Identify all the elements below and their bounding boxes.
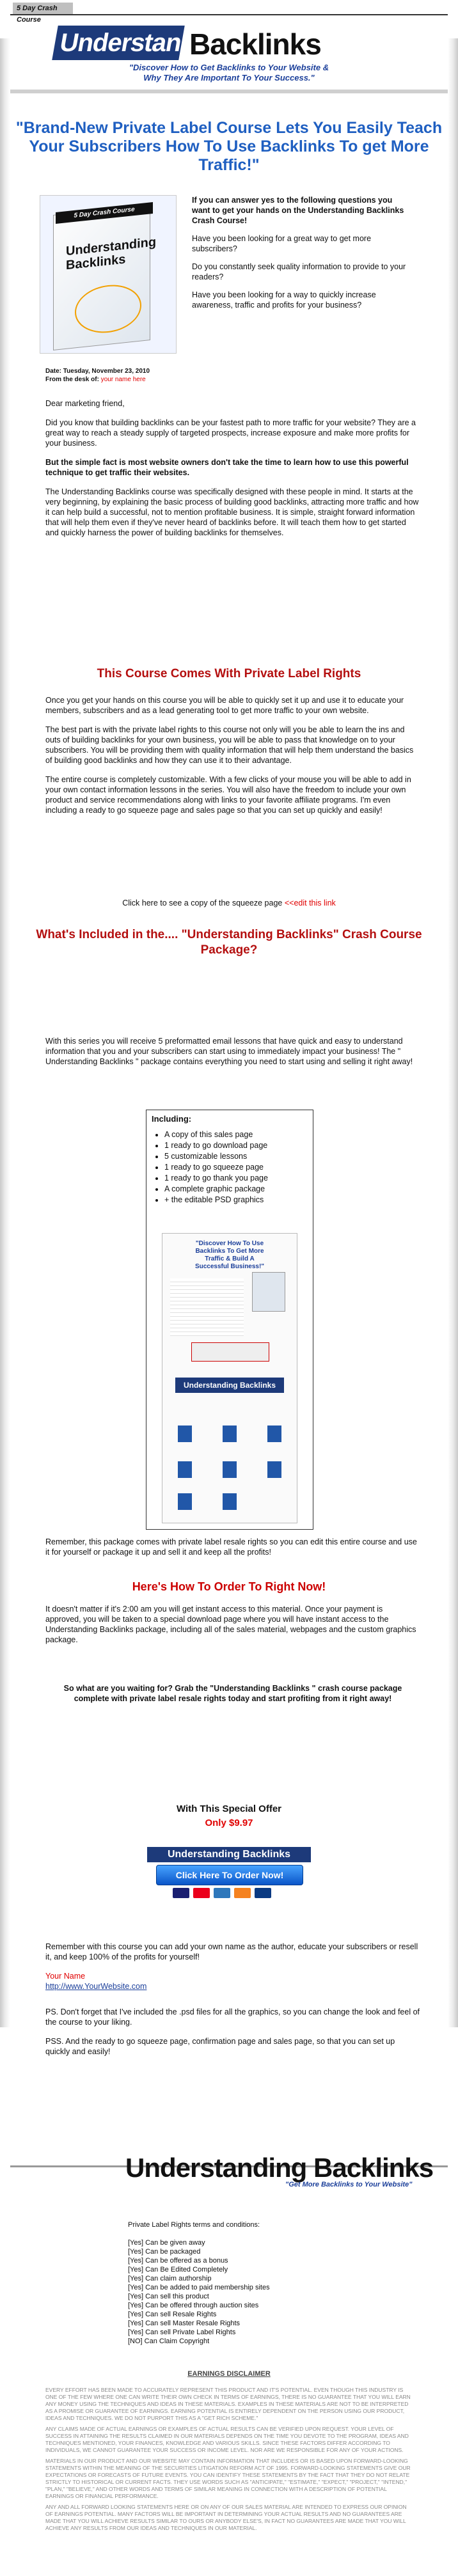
rights-block — [128, 2220, 333, 2346]
payment-cards — [173, 1888, 285, 1898]
rights-item: [NO] Can Claim Copyright — [128, 2337, 210, 2345]
intro-question: Have you been looking for a great way to get more subscribers? — [192, 234, 372, 253]
plr-copy — [45, 695, 420, 824]
file-icon — [223, 1425, 237, 1442]
paragraph: The Understanding Backlinks course was specifically designed with these people in mind. It starts at the very beginning, by explaining the basic process of building good backlinks, attracting more traffic and how it can help build a successful, not to mention profitable business. It is simple, straight forward information that will help them even if they've never heard of backlinks before. It will teach them how to get started and quickly harness the power of building backlinks for themselves. — [45, 487, 419, 537]
intro-copy — [45, 398, 420, 547]
disclaimer-paragraph: ANY AND ALL FORWARD LOOKING STATEMENTS HERE OR ON ANY OF OUR SALES MATERIAL ARE INTENDED TO EXPRESS OUR OPINION OF EARNINGS POTENTIAL. MANY FACTORS WILL BE IMPORTANT IN DETERMINING YOUR ACTUAL RESULTS AND NO GUARANTEES ARE MADE THAT YOU WILL ACHIEVE RESULTS SIMILAR TO OURS OR ANYBODY ELSE'S, IN FACT NO GUARANTEES ARE MADE THAT YOU WILL ACHIEVE ANY RESULTS FROM OUR IDEAS AND TECHNIQUES IN OUR MATERIAL. — [45, 2504, 407, 2531]
paragraph: With this series you will receive 5 preformatted email lessons that have quick and easy to understand information that you and your subscribers can start using to immediately impact your business! The " Understanding Backlinks " package contains everything you need to start using and selling it right away! — [45, 1037, 413, 1066]
preview-thumbnails — [169, 1419, 290, 1515]
paragraph: Once you get your hands on this course you will be able to quickly set it up and use it to educate your members, subscribers and as a lead generating tool to get more traffic to your own website. — [45, 696, 404, 715]
package-preview — [162, 1233, 297, 1523]
headline: "Brand-New Private Label Course Lets You Easily Teach Your Subscribers How To Use Backlinks To get More Traffic!" — [15, 119, 443, 174]
mastercard-icon — [193, 1888, 210, 1898]
rights-item: [Yes] Can sell Private Label Rights — [128, 2329, 236, 2336]
tagline-line-1: "Discover How to Get Backlinks to Your Website & — [129, 63, 329, 72]
signature-name: Your Name — [45, 1972, 86, 1981]
squeeze-text: Click here to see a copy of the squeeze page — [122, 899, 283, 907]
file-icon — [223, 1493, 237, 1510]
rights-item: [Yes] Can sell this product — [128, 2293, 209, 2300]
included-box — [146, 1110, 313, 1530]
included-item: • A copy of this sales page — [164, 1129, 268, 1140]
disclaimer-title: EARNINGS DISCLAIMER — [187, 2370, 271, 2378]
footer-logo-text: Understanding Backlinks — [125, 2153, 434, 2183]
cta-copy — [45, 1683, 420, 1713]
from-label: From the desk of: — [45, 376, 99, 383]
disclaimer-paragraph: MATERIALS IN OUR PRODUCT AND OUR WEBSITE MAY CONTAIN INFORMATION THAT INCLUDES OR IS BASED UPON FORWARD-LOOKING STATEMENTS WITHIN THE MEANING OF THE SECURITIES LITIGATION REFORM ACT OF 1995. FORWARD-LOOKING STATEMENTS GIVE OUR EXPECTATIONS OR FORECASTS OF FUTURE EVENTS. YOU CAN IDENTIFY THESE STATEMENTS BY THE FACT THAT THEY DO NOT RELATE STRICTLY TO HISTORICAL OR CURRENT FACTS. THEY USE WORDS SUCH AS "ANTICIPATE," "ESTIMATE," "EXPECT," "PROJECT," "INTEND," "PLAN," "BELIEVE," AND OTHER WORDS AND TERMS OF SIMILAR MEANING IN CONNECTION WITH A DESCRIPTION OF POTENTIAL EARNINGS OR FINANCIAL PERFORMANCE. — [45, 2458, 411, 2499]
paragraph: The entire course is completely customizable. With a few clicks of your mouse you will be able to add in your own contact information lessons in the series. You will also have the freedom to include your own product and service recommendations along with links to your favorite affiliate programs. I'm even including a ready to go squeeze page and sales page so that you can set up quickly and easily! — [45, 775, 411, 815]
order-heading: Here's How To Order To Right Now! — [132, 1580, 326, 1593]
preview-logo: Understanding Backlinks — [175, 1378, 284, 1393]
date-line: Date: Tuesday, November 23, 2010 — [45, 368, 150, 375]
signature-url[interactable]: http://www.YourWebsite.com — [45, 1982, 147, 1991]
squeeze-link[interactable]: <<edit this link — [284, 899, 336, 907]
rights-title: Private Label Rights terms and conditions: — [128, 2221, 260, 2229]
squeeze-line — [10, 899, 448, 907]
included-list — [152, 1129, 268, 1206]
rights-item: [Yes] Can claim authorship — [128, 2275, 212, 2282]
included-label: Including: — [152, 1114, 192, 1124]
disclaimer-paragraph: EVERY EFFORT HAS BEEN MADE TO ACCURATELY REPRESENT THIS PRODUCT AND IT'S POTENTIAL. EVEN THOUGH THIS INDUSTRY IS ONE OF THE FEW WHERE ONE CAN WRITE THEIR OWN CHECK IN TERMS OF EARNINGS, THERE IS NO GUARANTEE THAT YOU WILL EARN ANY MONEY USING THE TECHNIQUES AND IDEAS IN THESE MATERIALS. EXAMPLES IN THESE MATERIALS ARE NOT TO BE INTERPRETED AS A PROMISE OR GUARANTEE OF EARNINGS. EARNING POTENTIAL IS ENTIRELY DEPENDENT ON THE PERSON USING OUR PRODUCT, IDEAS AND TECHNIQUES. WE DO NOT PURPORT THIS AS A "GET RICH SCHEME." — [45, 2387, 411, 2421]
product-image — [40, 195, 177, 354]
rights-item: [Yes] Can be offered through auction sites — [128, 2302, 259, 2309]
ps: PS. Don't forget that I've included the .psd files for all the graphics, so you can change the look and feel of the course to your liking. — [45, 2007, 420, 2027]
file-icon — [178, 1461, 192, 1478]
preview-heading: "Discover How To Use Backlinks To Get More Traffic & Build A Successful Business!" — [194, 1240, 265, 1270]
preview-optin-box — [191, 1342, 269, 1362]
preview-text-lines — [170, 1278, 244, 1336]
paragraph: Did you know that building backlinks can be your fastest path to more traffic for your website? They are a great way to reach a steady supply of targeted prospects, increase exposure and make more profits for your business. — [45, 418, 416, 448]
rights-item: [Yes] Can be offered as a bonus — [128, 2257, 228, 2265]
file-icon — [267, 1425, 281, 1442]
logo-left: Understanding — [52, 26, 185, 60]
included-item: • + the editable PSD graphics — [164, 1195, 268, 1206]
paragraph: Remember, this package comes with private label resale rights so you can edit this entire course and use it for yourself or package it up and sell it and keep all the profits! — [45, 1537, 417, 1557]
paragraph-bold: But the simple fact is most website owners don't take the time to learn how to use this powerful technique to get traffic their websites. — [45, 458, 409, 477]
book-title: Understanding Backlinks — [66, 235, 157, 273]
order-button[interactable]: Click Here To Order Now! — [156, 1865, 303, 1885]
included-item: • 1 ready to go thank you page — [164, 1173, 268, 1184]
footer-logo — [10, 2146, 448, 2191]
paragraph: Remember with this course you can add your own name as the author, educate your subscribers or resell it, and keep 100% of the profits for yourself! — [45, 1942, 418, 1961]
paragraph: It doesn't matter if it's 2:00 am you will get instant access to this material. Once your payment is approved, you will be taken to a special download page where you will have instant access to the Understanding Backlinks package, including all of the sales material, webpages and the custom graphics package. — [45, 1605, 416, 1644]
included-item: • 5 customizable lessons — [164, 1151, 268, 1162]
file-icon — [178, 1425, 192, 1442]
file-icon — [267, 1461, 281, 1478]
price: Only $9.97 — [205, 1818, 253, 1828]
pss: PSS. And the ready to go squeeze page, confirmation page and sales page, so that you can set up quickly and easily! — [45, 2037, 395, 2056]
paragraph: The best part is with the private label rights to this course not only will you be able to learn the ins and outs of building backlinks for your own business, you will be able to pass that knowledge on to your subscribers. You will be providing them with quality information that will help them understand the basics of building good backlinks and how they can use it to their advantage. — [45, 725, 414, 765]
author-name: your name here — [100, 376, 146, 383]
disclaimer-text — [45, 2387, 413, 2536]
rights-item: [Yes] Can sell Master Resale Rights — [128, 2320, 241, 2327]
footer-tagline: "Get More Backlinks to Your Website" — [285, 2181, 413, 2188]
intro-questions — [192, 195, 412, 318]
file-icon — [178, 1493, 192, 1510]
book-ribbon: 5 Day Crash Course — [56, 202, 153, 224]
order-widget — [147, 1847, 311, 1905]
included-item: • 1 ready to go squeeze page — [164, 1162, 268, 1173]
plr-heading: This Course Comes With Private Label Rights — [97, 667, 361, 680]
included-copy — [45, 1036, 420, 1076]
intro-question: Do you constantly seek quality information to provide to your readers? — [192, 262, 406, 281]
order-logo: Understanding Backlinks — [147, 1847, 311, 1862]
rights-item: [Yes] Can be added to paid membership sites — [128, 2284, 270, 2291]
disclaimer-paragraph: ANY CLAIMS MADE OF ACTUAL EARNINGS OR EXAMPLES OF ACTUAL RESULTS CAN BE VERIFIED UPON REQUEST. YOUR LEVEL OF SUCCESS IN ATTAINING THE RESULTS CLAIMED IN OUR MATERIALS DEPENDS ON THE TIME YOU DEVOTE TO THE PROGRAM, IDEAS AND TECHNIQUES MENTIONED, YOUR FINANCES, KNOWLEDGE AND VARIOUS SKILLS. SINCE THESE FACTORS DIFFER ACCORDING TO INDIVIDUALS, WE CANNOT GUARANTEE YOUR SUCCESS OR INCOME LEVEL. NOR ARE WE RESPONSIBLE FOR ANY OF YOUR ACTIONS. — [45, 2426, 409, 2453]
date-block — [45, 367, 150, 384]
paragraph: So what are you waiting for? Grab the "Understanding Backlinks " crash course package complete with private label resale rights today and start profiting from it right away! — [63, 1684, 402, 1703]
rights-item: [Yes] Can Be Edited Completely — [128, 2266, 228, 2274]
included-item: • 1 ready to go download page — [164, 1140, 268, 1151]
intro-lead: If you can answer yes to the following questions you want to get your hands on the Understanding Backlinks Crash Course! — [192, 196, 404, 225]
visa-icon — [173, 1888, 189, 1898]
intro-question: Have you been looking for a way to quickly increase awareness, traffic and profits for your business? — [192, 290, 376, 310]
greeting: Dear marketing friend, — [45, 399, 125, 408]
tagline-line-2: Why They Are Important To Your Success." — [143, 73, 315, 82]
rights-item: [Yes] Can be given away — [128, 2239, 205, 2247]
amex-icon — [214, 1888, 230, 1898]
rights-item: [Yes] Can be packaged — [128, 2248, 201, 2256]
file-icon — [223, 1461, 237, 1478]
course-tag: 5 Day Crash Course — [13, 3, 73, 14]
paypal-icon — [255, 1888, 271, 1898]
resale-copy — [45, 1537, 420, 1566]
discover-icon — [234, 1888, 251, 1898]
banner-rule — [10, 14, 448, 15]
included-heading: What's Included in the.... "Understanding Backlinks" Crash Course Package? — [36, 928, 422, 957]
included-item: • A complete graphic package — [164, 1184, 268, 1195]
order-copy — [45, 1604, 420, 1654]
logo-right: Backlinks — [189, 27, 321, 61]
closing-copy — [45, 1942, 420, 2066]
special-offer: With This Special Offer — [176, 1803, 282, 1814]
rights-item: [Yes] Can sell Resale Rights — [128, 2311, 217, 2318]
preview-book — [252, 1272, 285, 1312]
